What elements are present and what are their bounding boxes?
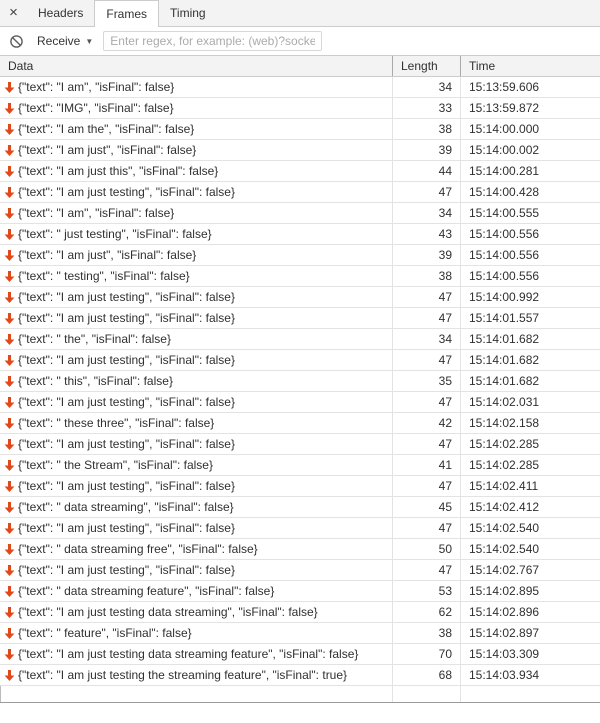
receive-arrow-icon [4,291,15,304]
frame-data-text: {"text": " the Stream", "isFinal": false} [18,458,213,472]
frames-table-body [0,77,600,686]
receive-arrow-icon [4,669,15,682]
frame-data-text: {"text": " data streaming feature", "isFinal": false} [18,584,275,598]
frame-length-cell: 38 [392,266,460,286]
receive-arrow-icon [4,459,15,472]
frame-data-text: {"text": "I am just testing the streaming feature", "isFinal": true} [18,668,348,682]
frame-data-text: {"text": "I am the", "isFinal": false} [18,122,195,136]
frame-length-cell: 47 [392,182,460,202]
receive-arrow-icon [4,501,15,514]
frame-data-cell [0,98,392,118]
frame-length-cell: 39 [392,245,460,265]
frame-time-cell: 15:14:02.895 [460,581,600,601]
frame-time-cell: 15:14:00.556 [460,224,600,244]
regex-filter-input[interactable] [103,31,322,51]
tab-frames[interactable]: Frames [94,0,159,27]
table-row[interactable] [0,308,600,329]
frame-length-cell: 34 [392,329,460,349]
frame-time-cell: 15:14:00.556 [460,245,600,265]
dropdown-arrow-icon: ▼ [85,37,94,46]
receive-arrow-icon [4,606,15,619]
frame-data-cell [0,392,392,412]
table-row[interactable] [0,119,600,140]
frame-data-cell [0,497,392,517]
column-header-time[interactable]: Time [460,56,600,76]
frame-data-text: {"text": "I am just testing", "isFinal": false} [18,395,235,409]
frame-length-cell: 44 [392,161,460,181]
table-row[interactable] [0,245,600,266]
frame-data-cell [0,434,392,454]
frame-data-cell [0,266,392,286]
frame-length-cell: 47 [392,518,460,538]
frame-length-cell: 47 [392,476,460,496]
frame-time-cell: 15:14:00.281 [460,161,600,181]
frames-table-header [0,55,600,77]
frame-time-cell: 15:14:02.158 [460,413,600,433]
table-row[interactable] [0,434,600,455]
frame-time-cell: 15:14:01.557 [460,308,600,328]
frame-data-text: {"text": "I am just this", "isFinal": false} [18,164,219,178]
frame-type-filter-label: Receive [37,34,81,48]
frame-data-text: {"text": " data streaming free", "isFinal": false} [18,542,258,556]
receive-arrow-icon [4,123,15,136]
frame-length-cell: 35 [392,371,460,391]
frame-data-text: {"text": " testing", "isFinal": false} [18,269,190,283]
table-row[interactable] [0,602,600,623]
frame-length-cell: 42 [392,413,460,433]
receive-arrow-icon [4,627,15,640]
receive-arrow-icon [4,228,15,241]
frame-time-cell: 15:14:02.031 [460,392,600,412]
table-row[interactable] [0,413,600,434]
frame-data-text: {"text": "I am just testing", "isFinal": false} [18,311,235,325]
frame-time-cell: 15:14:00.992 [460,287,600,307]
frame-data-cell [0,455,392,475]
frame-data-cell [0,602,392,622]
frame-data-cell [0,182,392,202]
receive-arrow-icon [4,375,15,388]
frame-length-cell: 47 [392,560,460,580]
table-row[interactable] [0,77,600,98]
frame-data-text: {"text": "I am just testing", "isFinal": false} [18,563,235,577]
frame-time-cell: 15:14:02.540 [460,518,600,538]
receive-arrow-icon [4,81,15,94]
frame-data-cell [0,581,392,601]
frame-type-filter[interactable] [37,34,93,48]
empty-row [0,686,600,702]
receive-arrow-icon [4,480,15,493]
receive-arrow-icon [4,270,15,283]
frame-time-cell: 15:14:02.285 [460,434,600,454]
frame-data-cell [0,308,392,328]
frame-time-cell: 15:14:02.897 [460,623,600,643]
frame-length-cell: 70 [392,644,460,664]
frame-time-cell: 15:14:02.285 [460,455,600,475]
receive-arrow-icon [4,522,15,535]
receive-arrow-icon [4,165,15,178]
receive-arrow-icon [4,564,15,577]
frame-length-cell: 41 [392,455,460,475]
frame-length-cell: 50 [392,539,460,559]
frame-data-text: {"text": " feature", "isFinal": false} [18,626,192,640]
frame-length-cell: 43 [392,224,460,244]
frame-data-cell [0,413,392,433]
frame-time-cell: 15:14:03.934 [460,665,600,685]
table-row[interactable] [0,371,600,392]
frame-length-cell: 34 [392,77,460,97]
frame-data-cell [0,539,392,559]
frame-time-cell: 15:14:02.540 [460,539,600,559]
frame-data-cell [0,518,392,538]
frame-data-text: {"text": "I am just testing", "isFinal": false} [18,185,235,199]
frame-data-cell [0,644,392,664]
table-row[interactable] [0,392,600,413]
frame-data-cell [0,119,392,139]
table-row[interactable] [0,161,600,182]
table-row[interactable] [0,623,600,644]
column-header-data[interactable]: Data [8,59,34,73]
table-row[interactable] [0,518,600,539]
frame-length-cell: 47 [392,308,460,328]
frame-data-cell [0,203,392,223]
frames-toolbar [0,27,600,55]
frame-length-cell: 68 [392,665,460,685]
table-row[interactable] [0,560,600,581]
receive-arrow-icon [4,354,15,367]
frame-time-cell: 15:14:03.309 [460,644,600,664]
frame-data-text: {"text": "IMG", "isFinal": false} [18,101,174,115]
table-row[interactable] [0,140,600,161]
frame-data-cell [0,350,392,370]
frame-length-cell: 39 [392,140,460,160]
frame-data-cell [0,77,392,97]
frame-data-text: {"text": "I am just testing", "isFinal": false} [18,353,235,367]
frame-data-cell [0,560,392,580]
table-row[interactable] [0,497,600,518]
frame-data-text: {"text": "I am just testing", "isFinal": false} [18,521,235,535]
receive-arrow-icon [4,585,15,598]
receive-arrow-icon [4,249,15,262]
frame-data-cell [0,140,392,160]
table-row[interactable] [0,266,600,287]
frame-length-cell: 53 [392,581,460,601]
frame-length-cell: 38 [392,623,460,643]
table-row[interactable] [0,224,600,245]
table-row[interactable] [0,665,600,686]
frame-length-cell: 47 [392,287,460,307]
frame-data-cell [0,329,392,349]
frame-length-cell: 33 [392,98,460,118]
frame-length-cell: 47 [392,392,460,412]
receive-arrow-icon [4,144,15,157]
frame-data-cell [0,245,392,265]
frame-data-cell [0,224,392,244]
frame-data-text: {"text": "I am just testing data streaming", "isFinal": false} [18,605,318,619]
frame-data-text: {"text": "I am just testing data streaming feature", "isFinal": false} [18,647,359,661]
close-icon[interactable]: × [9,3,18,21]
table-row[interactable] [0,203,600,224]
table-row[interactable] [0,455,600,476]
frame-data-cell [0,161,392,181]
table-row[interactable] [0,287,600,308]
frame-time-cell: 15:14:02.412 [460,497,600,517]
detail-tabbar [0,0,600,27]
table-row[interactable] [0,98,600,119]
frame-time-cell: 15:14:01.682 [460,371,600,391]
frame-data-text: {"text": "I am", "isFinal": false} [18,206,175,220]
frame-data-text: {"text": "I am just testing", "isFinal": false} [18,437,235,451]
table-row[interactable] [0,539,600,560]
frame-time-cell: 15:14:02.896 [460,602,600,622]
frame-data-text: {"text": " the", "isFinal": false} [18,332,171,346]
receive-arrow-icon [4,417,15,430]
table-row[interactable] [0,329,600,350]
receive-arrow-icon [4,207,15,220]
frame-data-cell [0,371,392,391]
frame-data-text: {"text": "I am just", "isFinal": false} [18,248,197,262]
frame-data-text: {"text": "I am just testing", "isFinal": false} [18,290,235,304]
table-row[interactable] [0,581,600,602]
frame-data-text: {"text": " these three", "isFinal": false} [18,416,215,430]
frame-data-cell [0,287,392,307]
frame-data-text: {"text": " this", "isFinal": false} [18,374,173,388]
frame-time-cell: 15:13:59.606 [460,77,600,97]
tab-timing[interactable]: Timing [170,6,206,20]
receive-arrow-icon [4,312,15,325]
receive-arrow-icon [4,543,15,556]
frame-time-cell: 15:14:00.428 [460,182,600,202]
frame-time-cell: 15:14:02.767 [460,560,600,580]
frame-length-cell: 34 [392,203,460,223]
frame-preview-pane [0,703,600,723]
frame-time-cell: 15:14:00.000 [460,119,600,139]
receive-arrow-icon [4,102,15,115]
frame-data-cell [0,623,392,643]
frame-time-cell: 15:14:00.555 [460,203,600,223]
table-row[interactable] [0,644,600,665]
frame-data-cell [0,476,392,496]
frame-time-cell: 15:14:01.682 [460,329,600,349]
tab-headers[interactable]: Headers [38,6,84,20]
frame-time-cell: 15:14:02.411 [460,476,600,496]
frame-data-text: {"text": "I am just testing", "isFinal": false} [18,479,235,493]
frame-data-text: {"text": "I am just", "isFinal": false} [18,143,197,157]
frame-time-cell: 15:14:01.682 [460,350,600,370]
frame-length-cell: 47 [392,350,460,370]
table-row[interactable] [0,476,600,497]
receive-arrow-icon [4,396,15,409]
frame-data-text: {"text": " data streaming", "isFinal": false} [18,500,234,514]
frame-time-cell: 15:13:59.872 [460,98,600,118]
frame-data-cell [0,665,392,685]
frame-length-cell: 62 [392,602,460,622]
receive-arrow-icon [4,648,15,661]
frame-data-text: {"text": "I am", "isFinal": false} [18,80,175,94]
frame-data-text: {"text": " just testing", "isFinal": false} [18,227,212,241]
frame-time-cell: 15:14:00.002 [460,140,600,160]
clear-icon[interactable] [9,34,24,49]
frame-length-cell: 47 [392,434,460,454]
receive-arrow-icon [4,333,15,346]
frame-length-cell: 38 [392,119,460,139]
receive-arrow-icon [4,438,15,451]
block-icon [9,34,24,49]
column-header-length[interactable]: Length [392,56,460,76]
frame-length-cell: 45 [392,497,460,517]
table-row[interactable] [0,350,600,371]
frame-time-cell: 15:14:00.556 [460,266,600,286]
receive-arrow-icon [4,186,15,199]
table-row[interactable] [0,182,600,203]
